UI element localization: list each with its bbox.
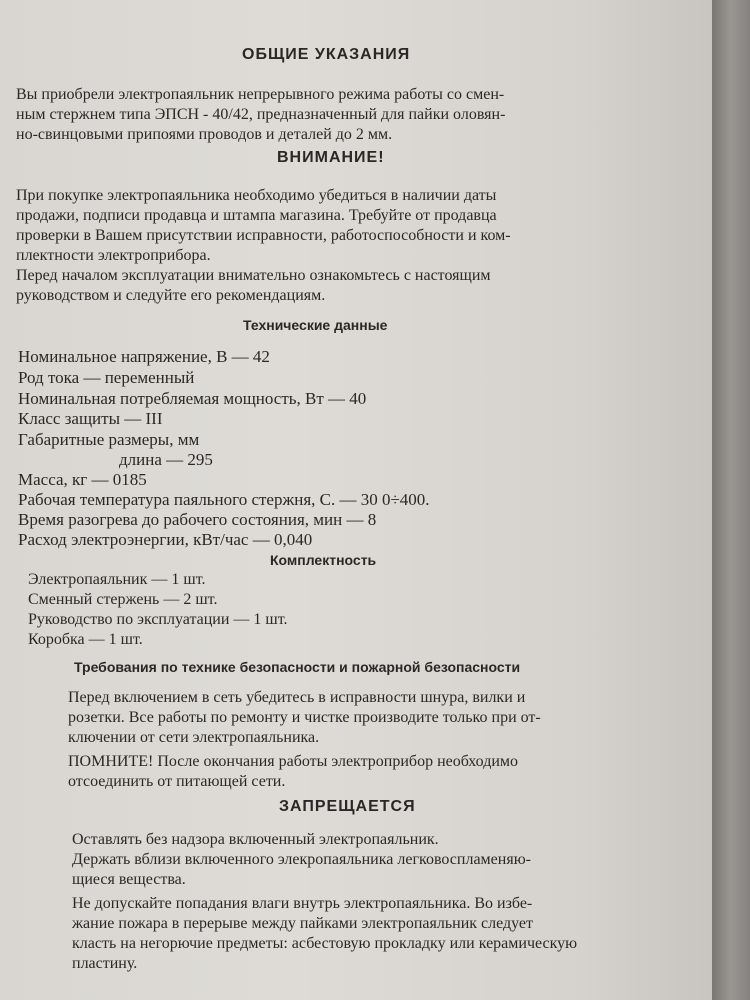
- forbidden-line-6: класть на негорючие предметы: асбестовую прокладку или керамическую: [72, 935, 578, 952]
- general-title: ОБЩИЕ УКАЗАНИЯ: [242, 46, 411, 63]
- kit-line-manual: Руководство по эксплуатации — 1 шт.: [28, 611, 288, 628]
- attention-line-1: При покупке электропаяльника необходимо убедиться в наличии даты: [16, 187, 497, 204]
- kit-title: Комплектность: [270, 552, 377, 568]
- attention-title: ВНИМАНИЕ!: [277, 149, 385, 166]
- safety-line-4: ПОМНИТЕ! После окончания работы электроприбор необходимо: [68, 753, 519, 770]
- safety-line-3: ключении от сети электропаяльника.: [68, 729, 320, 746]
- tech-line-temperature: Рабочая температура паяльного стержня, С. — 30 0÷400.: [18, 490, 430, 509]
- tech-line-power: Номинальная потребляемая мощность, Вт — 40: [18, 389, 367, 408]
- general-line-1: Вы приобрели электропаяльник непрерывного режима работы со смен-: [16, 86, 505, 103]
- attention-line-5: Перед началом эксплуатации внимательно ознакомьтесь с настоящим: [16, 267, 491, 284]
- attention-line-4: плектности электроприбора.: [16, 247, 211, 264]
- tech-line-protection: Класс защиты — III: [18, 409, 163, 428]
- tech-line-consumption: Расход электроэнергии, кВт/час — 0,040: [18, 530, 313, 549]
- attention-line-3: проверки в Вашем присутствии исправности, работоспособности и ком-: [16, 227, 511, 244]
- tech-line-voltage: Номинальное напряжение, В — 42: [18, 347, 270, 366]
- forbidden-line-7: пластину.: [72, 955, 138, 972]
- forbidden-line-5: жание пожара в перерыве между пайками электропаяльник следует: [72, 915, 534, 932]
- tech-line-length: длина — 295: [119, 450, 213, 469]
- general-line-2: ным стержнем типа ЭПСН - 40/42, предназначенный для пайки оловян-: [16, 106, 506, 123]
- kit-line-tip: Сменный стержень — 2 шт.: [28, 591, 218, 608]
- kit-line-box: Коробка — 1 шт.: [28, 631, 143, 648]
- forbidden-line-1: Оставлять без надзора включенный электропаяльник.: [72, 831, 439, 848]
- tech-line-dimensions: Габаритные размеры, мм: [18, 430, 200, 449]
- forbidden-line-2: Держать вблизи включенного элекропаяльника легковоспламеняю-: [72, 851, 531, 868]
- forbidden-title: ЗАПРЕЩАЕТСЯ: [279, 798, 416, 815]
- tech-line-mass: Масса, кг — 0185: [18, 470, 147, 489]
- tech-line-heatup: Время разогрева до рабочего состояния, мин — 8: [18, 510, 377, 529]
- tech-line-current: Род тока — переменный: [18, 368, 195, 387]
- general-line-3: но-свинцовыми припоями проводов и деталей до 2 мм.: [16, 126, 393, 143]
- safety-title: Требования по технике безопасности и пожарной безопасности: [74, 659, 521, 675]
- safety-line-1: Перед включением в сеть убедитесь в исправности шнура, вилки и: [68, 689, 526, 706]
- safety-line-5: отсоединить от питающей сети.: [68, 773, 286, 790]
- attention-line-6: руководством и следуйте его рекомендациям.: [16, 287, 326, 304]
- kit-line-iron: Электропаяльник — 1 шт.: [28, 571, 206, 588]
- attention-line-2: продажи, подписи продавца и штампа магазина. Требуйте от продавца: [16, 207, 497, 224]
- background-edge: [712, 0, 750, 1000]
- forbidden-line-3: щиеся вещества.: [72, 871, 186, 888]
- safety-line-2: розетки. Все работы по ремонту и чистке производите только при от-: [68, 709, 541, 726]
- tech-title: Технические данные: [243, 317, 388, 333]
- forbidden-line-4: Не допускайте попадания влаги внутрь электропаяльника. Во избе-: [72, 895, 533, 912]
